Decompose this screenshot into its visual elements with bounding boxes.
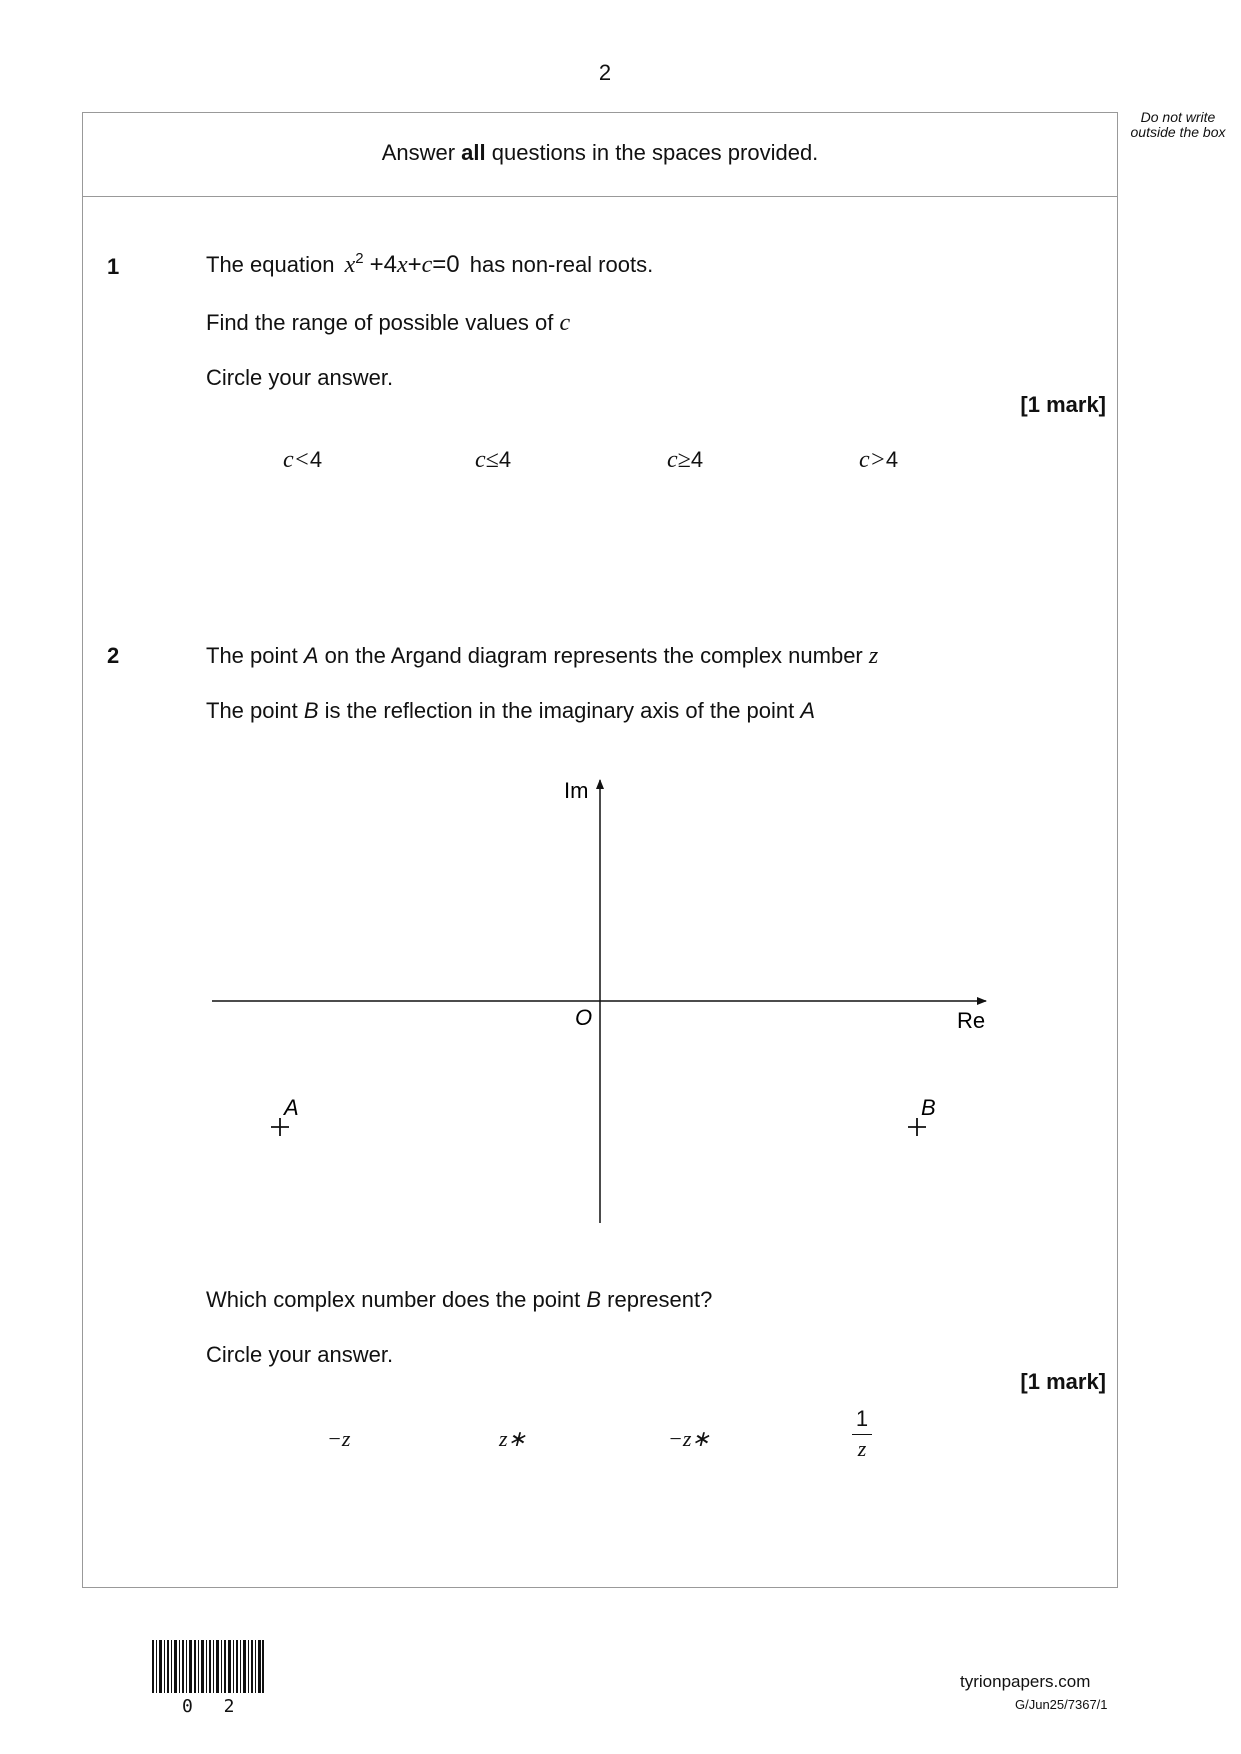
- eq-x-2: x: [396, 252, 408, 278]
- eq-plus-1: +: [369, 251, 384, 278]
- question-2-marks: [1 mark]: [1020, 1369, 1106, 1394]
- point-a-label: A: [284, 1095, 299, 1120]
- point-b-label: B: [921, 1095, 936, 1120]
- eq-x: x: [344, 252, 356, 278]
- im-label: Im: [564, 778, 589, 803]
- question-1-line-3: Circle your answer.: [206, 365, 394, 390]
- q2-line2-b: B: [303, 698, 319, 723]
- opt-var: c: [475, 447, 486, 473]
- question-2-line-4: Circle your answer.: [206, 1342, 394, 1367]
- opt-var: c: [859, 447, 870, 473]
- question-2-number: 2: [107, 643, 120, 668]
- eq-c: c: [421, 252, 433, 278]
- origin-label: O: [575, 1005, 593, 1030]
- q1-line1-pre: The equation: [206, 252, 335, 277]
- opt-op: ≥: [677, 447, 691, 473]
- margin-note: Do not write outside the box: [1130, 109, 1226, 140]
- eq-exponent: 2: [355, 250, 364, 267]
- question-1-marks: [1 mark]: [1020, 392, 1106, 417]
- instruction-bold: all: [461, 140, 486, 165]
- question-2-line-3: [206, 1287, 712, 1313]
- eq-equals: =: [432, 251, 447, 278]
- q2-line3-post: represent?: [607, 1287, 713, 1312]
- eq-zero: 0: [446, 251, 460, 278]
- opt-op: <: [293, 447, 310, 473]
- re-label: Re: [957, 1008, 986, 1033]
- q2-line2-pre: The point: [206, 698, 298, 723]
- opt-val: 4: [309, 447, 323, 472]
- fraction-numerator: 1: [855, 1406, 869, 1431]
- point-a-marker: [271, 1118, 289, 1136]
- q1-line2-var: c: [559, 310, 571, 336]
- footer-site: tyrionpapers.com: [960, 1672, 1091, 1691]
- q2-option-1[interactable]: −z: [327, 1426, 351, 1451]
- q2-line1-a: A: [303, 643, 319, 668]
- opt-var: c: [667, 447, 678, 473]
- opt-op: ≤: [485, 447, 499, 473]
- opt-op: >: [869, 447, 886, 473]
- barcode: [152, 1640, 264, 1693]
- q2-line2-a: A: [800, 698, 816, 723]
- question-1-number: 1: [107, 254, 120, 279]
- q2-line2-mid: is the reflection in the imaginary axis of the point: [324, 698, 795, 723]
- q2-option-4[interactable]: [850, 1406, 874, 1461]
- fraction-denominator: z: [857, 1436, 867, 1461]
- opt-val: 4: [498, 447, 512, 472]
- q1-line1-post: has non-real roots.: [469, 252, 654, 277]
- eq-four: 4: [383, 251, 397, 278]
- q2-option-3[interactable]: −z∗: [668, 1426, 710, 1451]
- barcode-digits: 0 2: [182, 1696, 245, 1717]
- eq-plus-2: +: [407, 251, 422, 278]
- point-b-marker: [908, 1118, 926, 1136]
- q2-line3-pre: Which complex number does the point: [206, 1287, 581, 1312]
- page-number: 2: [598, 60, 612, 85]
- opt-val: 4: [690, 447, 704, 472]
- q2-line1-pre: The point: [206, 643, 298, 668]
- opt-val: 4: [885, 447, 899, 472]
- q2-line1-post: on the Argand diagram represents the complex number: [324, 643, 863, 668]
- fraction-bar: [852, 1434, 872, 1435]
- q2-line1-var: z: [868, 643, 879, 669]
- footer-code: G/Jun25/7367/1: [1015, 1697, 1108, 1712]
- instruction-post: questions in the spaces provided.: [485, 140, 819, 165]
- instruction-pre: Answer: [381, 140, 462, 165]
- q2-line3-b: B: [586, 1287, 602, 1312]
- q2-option-2[interactable]: z∗: [499, 1426, 526, 1451]
- opt-var: c: [283, 447, 294, 473]
- q1-line2-pre: Find the range of possible values of: [206, 310, 554, 335]
